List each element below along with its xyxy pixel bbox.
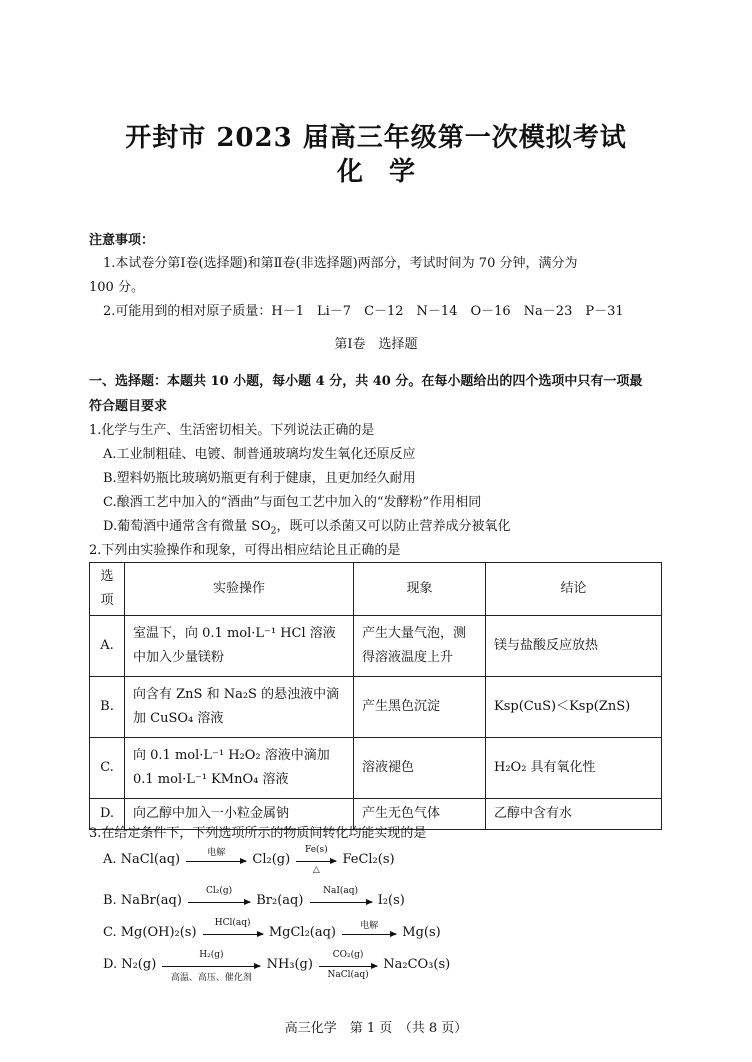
header-phenomenon: 现象	[354, 563, 486, 616]
row-phenomenon: 产生黑色沉淀	[354, 677, 486, 738]
row-operation: 向含有 ZnS 和 Na₂S 的悬浊液中滴加 CuSO₄ 溶液	[125, 677, 354, 738]
q1-option-d-text-cont: ，既可以杀菌又可以防止营养成分被氧化	[276, 519, 511, 534]
header-operation: 实验操作	[125, 563, 354, 616]
row-option: A.	[90, 616, 125, 677]
q3-option-b	[103, 886, 405, 908]
notice-item-1-cont: 100 分。	[89, 280, 144, 295]
reaction-arrow	[203, 918, 263, 933]
q3-stem: 3.在给定条件下，下列选项所示的物质间转化均能实现的是	[89, 826, 427, 841]
q3-option-c	[103, 918, 441, 940]
species: NH₃(g)	[266, 957, 313, 972]
species: Mg(s)	[402, 925, 441, 940]
species: Br₂(aq)	[256, 893, 304, 908]
row-conclusion: 乙醇中含有水	[486, 799, 662, 830]
q2-stem: 2.下列由实验操作和现象，可得出相应结论且正确的是	[89, 543, 401, 558]
header-option: 选项	[90, 563, 125, 616]
table-row	[90, 677, 662, 738]
species: B. NaBr(aq)	[103, 893, 182, 908]
q1-option-d	[103, 515, 511, 537]
reaction-arrow	[319, 950, 377, 980]
q1-option-d-sub: 2	[270, 526, 277, 537]
part1-instruction-cont: 符合题目要求	[89, 399, 168, 414]
table-row	[90, 616, 662, 677]
row-conclusion: H₂O₂ 具有氧化性	[486, 738, 662, 799]
row-option: B.	[90, 677, 125, 738]
table-row	[90, 738, 662, 799]
reaction-arrow	[162, 950, 260, 983]
species: D. N₂(g)	[103, 957, 157, 972]
reaction-arrow	[342, 921, 396, 933]
q1-option-b: B.塑料奶瓶比玻璃奶瓶更有利于健康，且更加经久耐用	[103, 471, 416, 486]
row-phenomenon: 溶液褪色	[354, 738, 486, 799]
arrow-condition: Cl₂(g)	[206, 886, 233, 896]
arrow-condition: NaCl(aq)	[327, 970, 369, 980]
q3-option-a	[103, 845, 395, 875]
row-operation: 向乙醇中加入一小粒金属钠	[125, 799, 354, 830]
row-phenomenon: 产生无色气体	[354, 799, 486, 830]
row-operation: 向 0.1 mol·L⁻¹ H₂O₂ 溶液中滴加 0.1 mol·L⁻¹ KMnO₄ 溶液	[125, 738, 354, 799]
species: Cl₂(g)	[252, 852, 291, 867]
species: Na₂CO₃(s)	[383, 957, 451, 972]
arrow-condition: Fe(s)	[304, 845, 328, 855]
row-option: D.	[90, 799, 125, 830]
table-header-row	[90, 563, 662, 616]
species: A. NaCl(aq)	[103, 852, 181, 867]
reaction-arrow	[188, 886, 250, 901]
notice-item-2: 2.可能用到的相对原子质量：H－1 Li－7 C－12 N－14 O－16 Na－23 P－31	[103, 304, 624, 319]
row-phenomenon: 产生大量气泡，测得溶液温度上升	[354, 616, 486, 677]
notice-heading: 注意事项：	[89, 233, 155, 248]
section-heading: 第Ⅰ卷 选择题	[334, 337, 418, 352]
row-conclusion: 镁与盐酸反应放热	[486, 616, 662, 677]
arrow-condition: NaI(aq)	[323, 886, 359, 896]
arrow-condition: △	[312, 865, 320, 875]
part1-instruction: 一、选择题：本题共 10 小题，每小题 4 分，共 40 分。在每小题给出的四个选项中只有一项最	[89, 374, 643, 389]
q1-option-d-text: D.葡萄酒中通常含有微量 SO	[103, 519, 271, 534]
species: I₂(s)	[377, 893, 405, 908]
arrow-condition: 电解	[360, 921, 379, 931]
row-conclusion: Ksp(CuS)＜Ksp(ZnS)	[486, 677, 662, 738]
q3-option-d	[103, 950, 451, 983]
species: MgCl₂(aq)	[268, 925, 336, 940]
row-operation: 室温下，向 0.1 mol·L⁻¹ HCl 溶液中加入少量镁粉	[125, 616, 354, 677]
reaction-arrow	[310, 886, 372, 901]
header-conclusion: 结论	[486, 563, 662, 616]
row-option: C.	[90, 738, 125, 799]
arrow-condition: H₂(g)	[199, 950, 224, 960]
species: C. Mg(OH)₂(s)	[103, 925, 197, 940]
q2-table	[89, 562, 662, 830]
arrow-condition: 高温、高压、催化剂	[170, 973, 252, 983]
exam-title: 开封市 2023 届高三年级第一次模拟考试	[125, 123, 627, 153]
arrow-condition: 电解	[207, 848, 226, 858]
species: FeCl₂(s)	[342, 852, 395, 867]
reaction-arrow	[296, 845, 336, 875]
subject-title: 化学	[336, 157, 441, 187]
arrow-condition: CO₂(g)	[332, 950, 364, 960]
page-footer: 高三化学 第 1 页 （共 8 页）	[284, 1021, 468, 1036]
q1-stem: 1.化学与生产、生活密切相关。下列说法正确的是	[89, 423, 375, 438]
reaction-arrow	[186, 848, 246, 860]
q1-option-c: C.酿酒工艺中加入的“酒曲”与面包工艺中加入的“发酵粉”作用相同	[103, 495, 482, 510]
notice-item-1: 1.本试卷分第Ⅰ卷(选择题)和第Ⅱ卷(非选择题)两部分，考试时间为 70 分钟，满分为	[103, 256, 578, 271]
arrow-condition: HCl(aq)	[214, 918, 251, 928]
q1-option-a: A.工业制粗硅、电镀、制普通玻璃均发生氧化还原反应	[103, 447, 416, 462]
